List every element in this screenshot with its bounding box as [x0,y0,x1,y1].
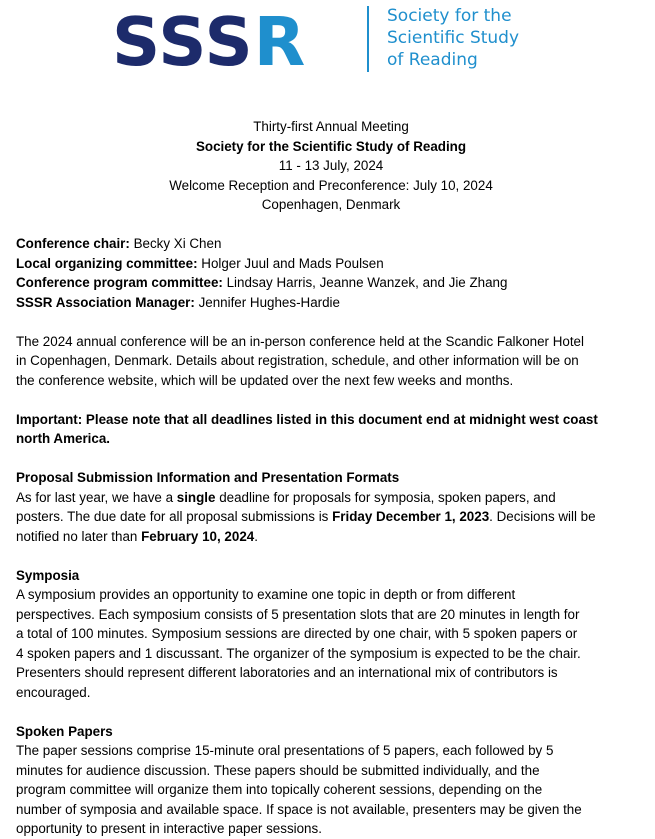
logo-mark-accent: R [253,3,307,81]
intro-line: in Copenhagen, Denmark. Details about registration, schedule, and other information will be on [16,353,579,368]
intro-paragraph [16,332,646,391]
symposia-line: 4 spoken papers and 1 discussant. The organizer of the symposium is expected to be the chair. [16,645,581,661]
intro-line: the conference website, which will be updated over the next few weeks and months. [16,372,514,388]
committee-value: Becky Xi Chen [129,236,222,251]
proposal-text: As for last year, we have a [16,489,177,505]
spoken-papers-line: opportunity to present in interactive paper sessions. [16,821,322,836]
proposal-text: . [254,528,258,544]
symposia-section [16,566,646,703]
decision-date: February 10, 2024 [141,528,255,544]
committee-value: Lindsay Harris, Jeanne Wanzek, and Jie Zhang [222,275,508,290]
proposal-line [16,488,646,508]
proposal-section [16,468,646,546]
meeting-title: Thirty-first Annual Meeting [253,119,409,134]
spoken-papers-line: The paper sessions comprise 15-minute oral presentations of 5 papers, each followed by 5 [16,743,554,758]
committee-label: Conference program committee: [16,275,223,290]
important-line: Important: Please note that all deadlines listed in this document end at midnight west coast [16,411,598,427]
logo-mark-primary: SSS [112,3,254,81]
meeting-header [16,117,646,215]
spoken-papers-heading: Spoken Papers [16,723,113,739]
committee-label: Local organizing committee: [16,255,198,271]
intro-line: The 2024 annual conference will be an in-person conference held at the Scandic Falkoner Hotel [16,333,584,349]
society-name: Society for the Scientific Study of Reading [195,138,467,154]
proposal-text: posters. The due date for all proposal submissions is [16,509,333,524]
sssr-logo [0,0,655,80]
symposia-line: A symposium provides an opportunity to examine one topic in depth or from different [16,587,516,602]
proposal-deadline: Friday December 1, 2023 [332,509,490,524]
logo-tagline-line: of Reading [387,50,478,70]
spoken-papers-section [16,722,646,839]
reception-date: Welcome Reception and Preconference: July 10, 2024 [169,177,493,193]
symposia-line: Presenters should represent different laboratories and an international mix of contributors is [16,665,558,680]
meeting-location: Copenhagen, Denmark [261,197,401,212]
spoken-papers-line: minutes for audience discussion. These papers should be submitted individually, and the [16,762,540,778]
important-notice [16,410,646,449]
logo-divider [367,6,369,72]
symposia-line: a total of 100 minutes. Symposium sessions are directed by one chair, with 5 spoken papers or [16,626,578,641]
important-line: north America. [16,431,111,446]
committee-row [16,234,646,254]
proposal-text: . Decisions will be [489,509,596,524]
proposal-text: notified no later than [16,528,142,544]
committee-row [16,273,646,293]
committee-value: Holger Juul and Mads Poulsen [197,255,384,271]
spoken-papers-line: program committee will organize them into topically coherent sessions, depending on the [16,782,543,797]
committee-label: Conference chair: [16,236,130,251]
committee-label: SSSR Association Manager: [16,294,195,310]
symposia-line: encouraged. [16,684,91,700]
logo-tagline-line: Society for the [387,6,512,26]
logo-tagline [387,5,519,71]
proposal-line [16,527,646,547]
logo-wordmark [112,2,306,82]
proposal-line [16,507,646,527]
meeting-dates: 11 - 13 July, 2024 [278,158,384,173]
committee-list [16,234,646,312]
spoken-papers-line: number of symposia and available space. If space is not available, presenters may be given the [16,801,582,817]
logo-tagline-line: Scientific Study [387,28,520,48]
proposal-emphasis: single [176,489,216,505]
committee-row [16,254,646,274]
document-body [16,117,646,839]
symposia-heading: Symposia [16,567,80,583]
symposia-line: perspectives. Each symposium consists of 5 presentation slots that are 20 minutes in length for [16,606,580,622]
committee-value: Jennifer Hughes-Hardie [194,294,340,310]
committee-row [16,293,646,313]
proposal-text: deadline for proposals for symposia, spoken papers, and [215,489,556,505]
proposal-heading: Proposal Submission Information and Presentation Formats [16,470,400,485]
